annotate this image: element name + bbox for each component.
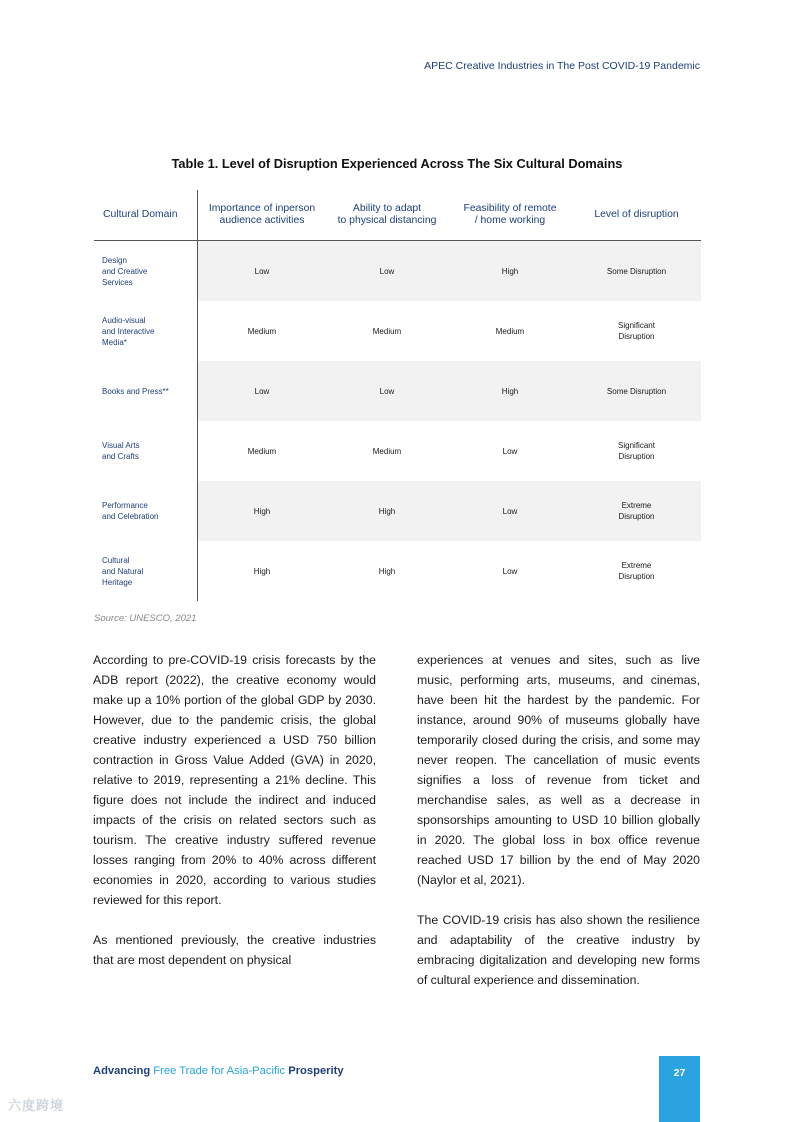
body-column-left — [93, 650, 376, 990]
domain-cell: Performance and Celebration — [102, 501, 159, 521]
table-cell: Low — [379, 266, 395, 276]
table-cell: Low — [502, 566, 518, 576]
column-header: Importance of inperson audience activities — [208, 203, 316, 226]
watermark-logo: 六度跨境 — [8, 1098, 65, 1113]
table-cell: Some Disruption — [606, 266, 667, 276]
domain-cell: Audio-visual and Interactive Media* — [102, 315, 155, 347]
table-row — [94, 301, 701, 361]
running-header: APEC Creative Industries in The Post COVID-19 Pandemic — [424, 60, 700, 72]
footer-word-prosperity: Prosperity — [288, 1065, 344, 1077]
paragraph: According to pre-COVID-19 crisis forecasts by the ADB report (2022), the creative economy would make up a 10% portion of the global GDP by 2030. However, due to the pandemic crisis, the global creative industry experienced a USD 750 billion contraction in Gross Value Added (GVA) in 2020, relative to 2019, representing a 21% decline. This figure does not include the indirect and induced impacts of the crisis on related sectors such as tourism. The creative industry suffered revenue losses ranging from 20% to 40% across different economies in 2020, according to various studies reviewed for this report. — [93, 653, 376, 907]
footer-phrase: Free Trade for Asia-Pacific — [150, 1065, 289, 1077]
table-cell: Low — [254, 386, 270, 396]
table-cell: Significant Disruption — [618, 321, 655, 341]
table-source: Source: UNESCO, 2021 — [94, 613, 197, 624]
table-cell: Medium — [372, 446, 402, 456]
domain-cell: Books and Press** — [102, 386, 169, 396]
table-cell: High — [253, 566, 271, 576]
table-row — [94, 421, 701, 481]
table-cell: Medium — [247, 326, 277, 336]
page-number: 27 — [673, 1067, 686, 1079]
table-cell: High — [378, 506, 396, 516]
table-header-row — [94, 190, 701, 241]
column-header: Level of disruption — [594, 209, 679, 220]
table-cell: Medium — [495, 326, 525, 336]
paragraph: experiences at venues and sites, such as live music, performing arts, museums, and cinemas, have been hit the hardest by the pandemic. For instance, around 90% of museums globally have temporarily closed during the crisis, and some may never reopen. The cancellation of music events signifies a loss of revenue from ticket and merchandise sales, as well as a decrease in sponsorships amounting to USD 10 billion globally in 2020. The global loss in box office revenue reached USD 17 billion by the end of May 2020 (Naylor et al, 2021). — [417, 653, 700, 887]
domain-cell: Visual Arts and Crafts — [102, 441, 140, 461]
page-number-badge — [659, 1056, 700, 1122]
table-title: Table 1. Level of Disruption Experienced Across The Six Cultural Domains — [171, 156, 623, 171]
column-header: Feasibility of remote / home working — [463, 203, 557, 226]
domain-cell: Cultural and Natural Heritage — [102, 555, 144, 587]
footer-tagline — [93, 1065, 344, 1077]
table-row — [94, 481, 701, 541]
domain-cell: Design and Creative Services — [102, 255, 148, 287]
table-cell: High — [501, 386, 519, 396]
footer-word-advancing: Advancing — [93, 1065, 151, 1077]
table-cell: High — [501, 266, 519, 276]
table-cell: Low — [379, 386, 395, 396]
table-cell: High — [378, 566, 396, 576]
table-cell: Extreme Disruption — [618, 501, 655, 521]
table-cell: Significant Disruption — [618, 441, 655, 461]
column-header: Cultural Domain — [103, 209, 178, 220]
body-column-right — [417, 650, 700, 1010]
column-header: Ability to adapt to physical distancing — [337, 203, 437, 226]
disruption-table — [94, 190, 701, 601]
table-cell: Some Disruption — [606, 386, 667, 396]
paragraph: The COVID-19 crisis has also shown the resilience and adaptability of the creative industry by embracing digitalization and developing new forms of cultural experience and dissemination. — [417, 913, 700, 987]
table-row — [94, 241, 701, 301]
table-cell: Medium — [247, 446, 277, 456]
table-cell: Medium — [372, 326, 402, 336]
table-row — [94, 541, 701, 601]
table-row — [94, 361, 701, 421]
table-cell: Low — [502, 446, 518, 456]
table-cell: Low — [254, 266, 270, 276]
paragraph: As mentioned previously, the creative industries that are most dependent on physical — [93, 933, 376, 967]
table-cell: Extreme Disruption — [618, 561, 655, 581]
table-cell: High — [253, 506, 271, 516]
table-cell: Low — [502, 506, 518, 516]
